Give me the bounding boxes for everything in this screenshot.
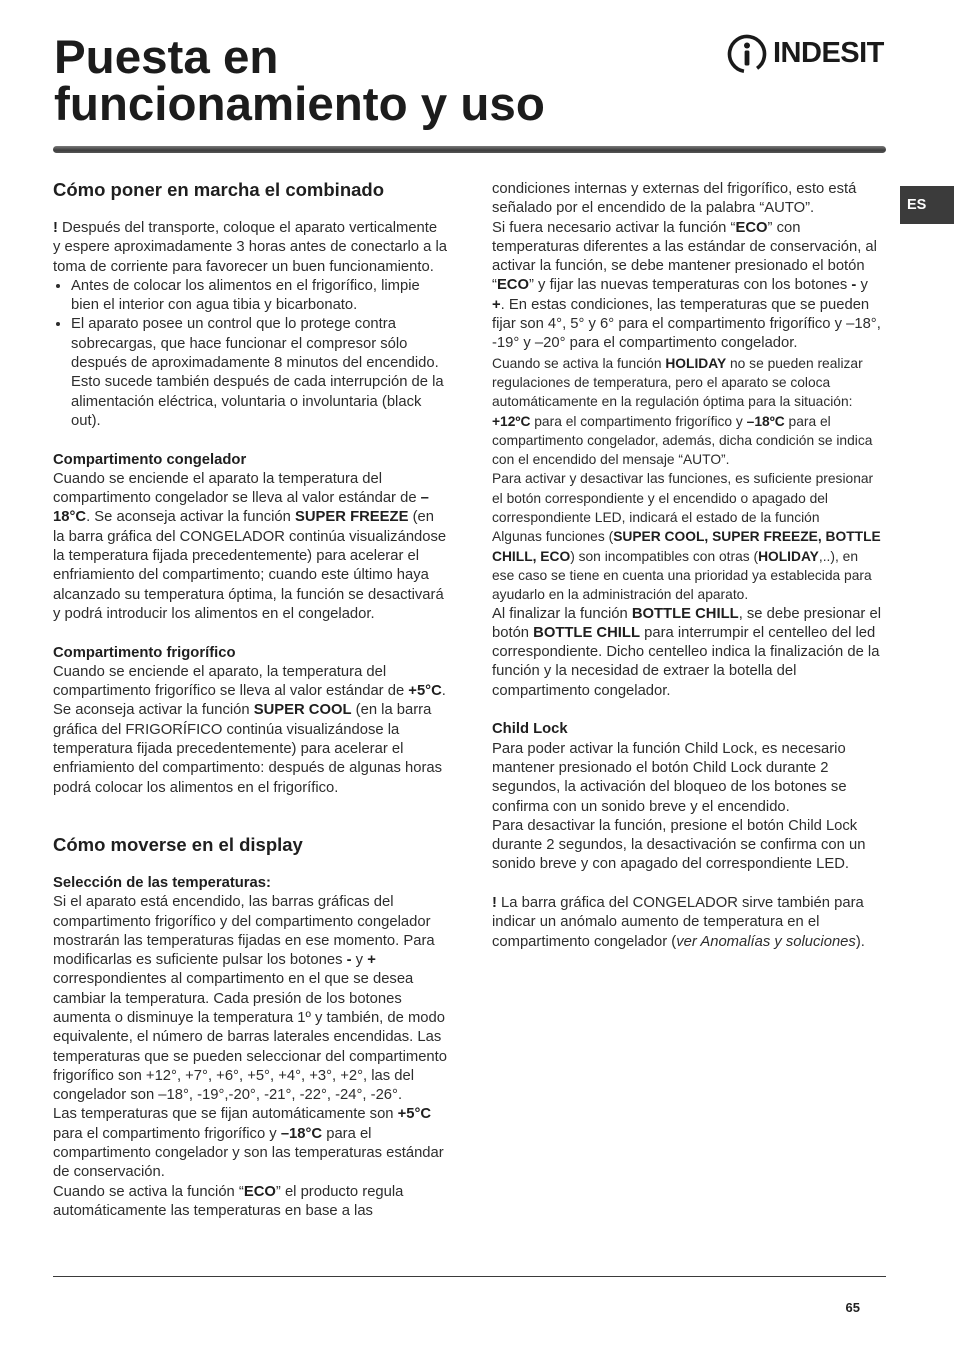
text-run: Si el aparato está encendido, las barras gráficas del compartimento frigorífico y del compartimento congelador mostrarán las temperaturas fijadas en ese momento. Para modificarlas es suficiente pulsar los botones: [53, 894, 435, 969]
page-number: 65: [845, 1300, 860, 1315]
bold-text: +12ºC: [492, 413, 531, 429]
list-item: • Antes de colocar los alimentos en el frigorífico, limpie bien el interior con agua tibia y bicarbonato.: [71, 277, 448, 316]
temperature-paragraph: [53, 1105, 448, 1182]
bold-text: –18°C: [53, 490, 429, 526]
holiday-paragraph: [492, 354, 884, 470]
text-run: . Se aconseja activar la función: [86, 509, 295, 526]
text-run: no se pueden realizar regulaciones de temperatura, pero el aparato se coloca automáticamente en la regulación óptima para la situación:: [492, 355, 863, 410]
child-lock-paragraph: Para desactivar la función, presione el botón Child Lock durante 2 segundos, la desactivación se confirma con un sonido breve y con apagado del correspondiente LED.: [492, 817, 866, 873]
text-run: Cuando se enciende el aparato la temperatura del compartimento congelador se lleva al valor estándar de: [53, 470, 421, 507]
text-run: ,..), en ese caso se tiene en cuenta una prioridad ya establecida para ayudarlo en la administración del aparato.: [492, 548, 872, 603]
text-run: ” el producto regula automáticamente las temperaturas en base a las: [53, 1183, 404, 1219]
bold-text: –18°C: [280, 1125, 323, 1142]
text-run: . En estas condiciones, las temperaturas que se pueden fijar son 4°, 5° y 6° para el compartimento frigorífico y –18°, -19° y –20° para el compartimento congelador.: [492, 296, 881, 352]
text-run: (en la barra gráfica del CONGELADOR continúa visualizándose la temperatura fijada precedentemente) para acelerar el enfriamiento del compartimento; cuando este último haya alcanzado su temperatura óptima, la función se desactivará y podrá introducir los alimentos en el congelador.: [53, 509, 447, 622]
brand-name: INDESIT: [773, 37, 884, 69]
italic-text: ver Anomalías y soluciones: [676, 933, 856, 950]
bold-text: !: [53, 220, 58, 236]
bold-text: -: [851, 277, 857, 294]
title-divider: [53, 146, 886, 153]
text-run: para interrumpir el centelleo del led correspondiente. Dicho centelleo indica la finalización de la función y la necesidad de extraer la botella del compartimento congelador.: [492, 624, 880, 699]
bold-text: ECO: [496, 277, 530, 294]
bold-text: HOLIDAY: [665, 355, 727, 371]
text-run: y: [351, 952, 368, 969]
text-run: , se debe presionar el botón: [492, 605, 881, 641]
bold-text: –18ºC: [746, 413, 785, 429]
text-run: Cuando se enciende el aparato, la temperatura del compartimento frigorífico se lleva al valor estándar de: [53, 663, 409, 700]
section-heading-start: Cómo poner en marcha el combinado: [53, 179, 385, 200]
text-run: Cuando se activa la función: [492, 355, 666, 371]
text-run: para el compartimento congelador, además, dicha condición se indica con el encendido del mensaje “AUTO”.: [492, 413, 873, 468]
bold-text: +5°C: [408, 683, 442, 700]
text-run: Después del transporte, coloque el aparato verticalmente y espere aproximadamente 3 horas antes de conectarlo a la toma de corriente para favorecer un buen funcionamiento.: [53, 220, 447, 275]
subheading-child-lock: Child Lock: [492, 721, 568, 738]
incompatible-functions-paragraph: [492, 527, 884, 604]
subheading-temperature-selection: Selección de las temperaturas:: [53, 874, 271, 891]
subheading-fridge: Compartimento frigorífico: [53, 644, 236, 661]
bold-text: +5°C: [397, 1106, 432, 1123]
text-run: (en la barra gráfica del FRIGORÍFICO continúa visualizándose la temperatura fijada precedentemente) para acelerar el enfriamiento del compartimento: después de algunas horas podrá colocar los alimentos en el frigorífico.: [53, 702, 443, 796]
bold-text: ECO: [243, 1183, 276, 1200]
temperature-paragraph: [53, 1183, 448, 1222]
child-lock-paragraph: Para poder activar la función Child Lock, es necesario mantener presionado el botón Child Lock durante 2 segundos, la activación del bloqueo de los botones se confirma con un sonido breve y el encendido.: [492, 740, 847, 815]
bold-text: +: [367, 952, 376, 969]
text-run: ) son incompatibles con otras (: [570, 548, 759, 564]
temperature-paragraph: [492, 180, 884, 219]
bold-text: -: [346, 952, 352, 969]
subheading-freezer: Compartimento congelador: [53, 451, 247, 468]
list-item: • El aparato posee un control que lo protege contra sobrecargas, que hace funcionar el compresor sólo después de aproximadamente 8 minutos del encendido. Esto sucede también después de cada interrupción de la alimentación eléctrica, voluntaria o involuntaria (black out).: [71, 315, 448, 431]
text-run: correspondientes al compartimento en el que se desea cambiar la temperatura. Cada presión de los botones aumenta o disminuye la temperatura 1º y también, de modo equivalente, el número de barras laterales encendidas. Las temperaturas que se pueden seleccionar del compartimento frigorífico son +12°, +7°, +6°, +5°, +4°, +3°, +2°, las del congelador son –18°, -19°,-20°, -21°, -22°, -24°, -26°.: [53, 971, 447, 1104]
text-run: para el compartimento congelador y son las temperaturas estándar de conservación.: [53, 1125, 444, 1181]
freezer-paragraph: [53, 470, 448, 624]
bold-text: BOTTLE CHILL: [631, 605, 739, 622]
temperature-paragraph: [53, 893, 448, 1105]
bold-text: SUPER COOL: [253, 702, 352, 719]
bold-text: BOTTLE CHILL: [533, 624, 640, 641]
text-run: ” y fijar las nuevas temperaturas con los botones: [529, 277, 852, 294]
text-run: para el compartimento frigorífico y: [53, 1125, 281, 1142]
text-run: Si fuera necesario activar la función “: [492, 219, 736, 236]
section-heading-display: Cómo moverse en el display: [53, 833, 303, 855]
bottle-chill-paragraph: [492, 605, 884, 701]
function-activation-paragraph: [492, 469, 884, 527]
right-column: [492, 180, 884, 952]
text-run: Las temperaturas que se fijan automáticamente son: [53, 1106, 398, 1123]
left-column: [53, 179, 448, 1221]
text-run: condiciones internas y externas del frigorífico, esto está señalado por el encendido de la palabra “AUTO”.: [492, 181, 857, 217]
bold-text: HOLIDAY: [758, 548, 819, 564]
freezer-alarm-note: [492, 894, 884, 952]
language-tab: ES: [900, 186, 954, 224]
brand-logo: [726, 32, 888, 76]
bold-text: SUPER FREEZE: [294, 509, 409, 526]
eco-paragraph: [492, 219, 884, 354]
page-title-line-2: funcionamiento y uso: [54, 78, 545, 131]
page-title-line-1: Puesta en: [54, 31, 279, 84]
bold-text: !: [492, 894, 497, 911]
text-run: ” con temperaturas diferentes a las estándar de conservación, al activar la función, se debe mantener presionado el botón “: [492, 219, 877, 294]
bold-text: ECO: [735, 219, 768, 236]
text-run: Al finalizar la función: [492, 605, 632, 622]
text-run: y: [856, 277, 868, 294]
bold-text: SUPER COOL, SUPER FREEZE, BOTTLE CHILL, ECO: [492, 529, 881, 564]
text-run: ).: [855, 933, 865, 950]
logo-i-icon: [726, 32, 770, 76]
text-run: Cuando se activa la función “: [53, 1183, 244, 1200]
page-title: [54, 31, 545, 131]
text-run: Para activar y desactivar las funciones, es suficiente presionar el botón correspondiente y el encendido o apagado del correspondiente LED, indicará el estado de la función: [492, 471, 874, 526]
fridge-paragraph: [53, 663, 448, 798]
footer-divider: [53, 1276, 886, 1277]
instruction-list: [53, 277, 448, 431]
bold-text: +: [492, 296, 501, 313]
transport-warning: [53, 219, 448, 277]
text-run: La barra gráfica del CONGELADOR sirve también para indicar un anómalo aumento de temperatura en el compartimento congelador (: [492, 894, 864, 950]
text-run: para el compartimento frigorífico y: [530, 413, 747, 429]
text-run: Algunas funciones (: [492, 529, 614, 545]
text-run: . Se aconseja activar la función: [53, 683, 446, 719]
